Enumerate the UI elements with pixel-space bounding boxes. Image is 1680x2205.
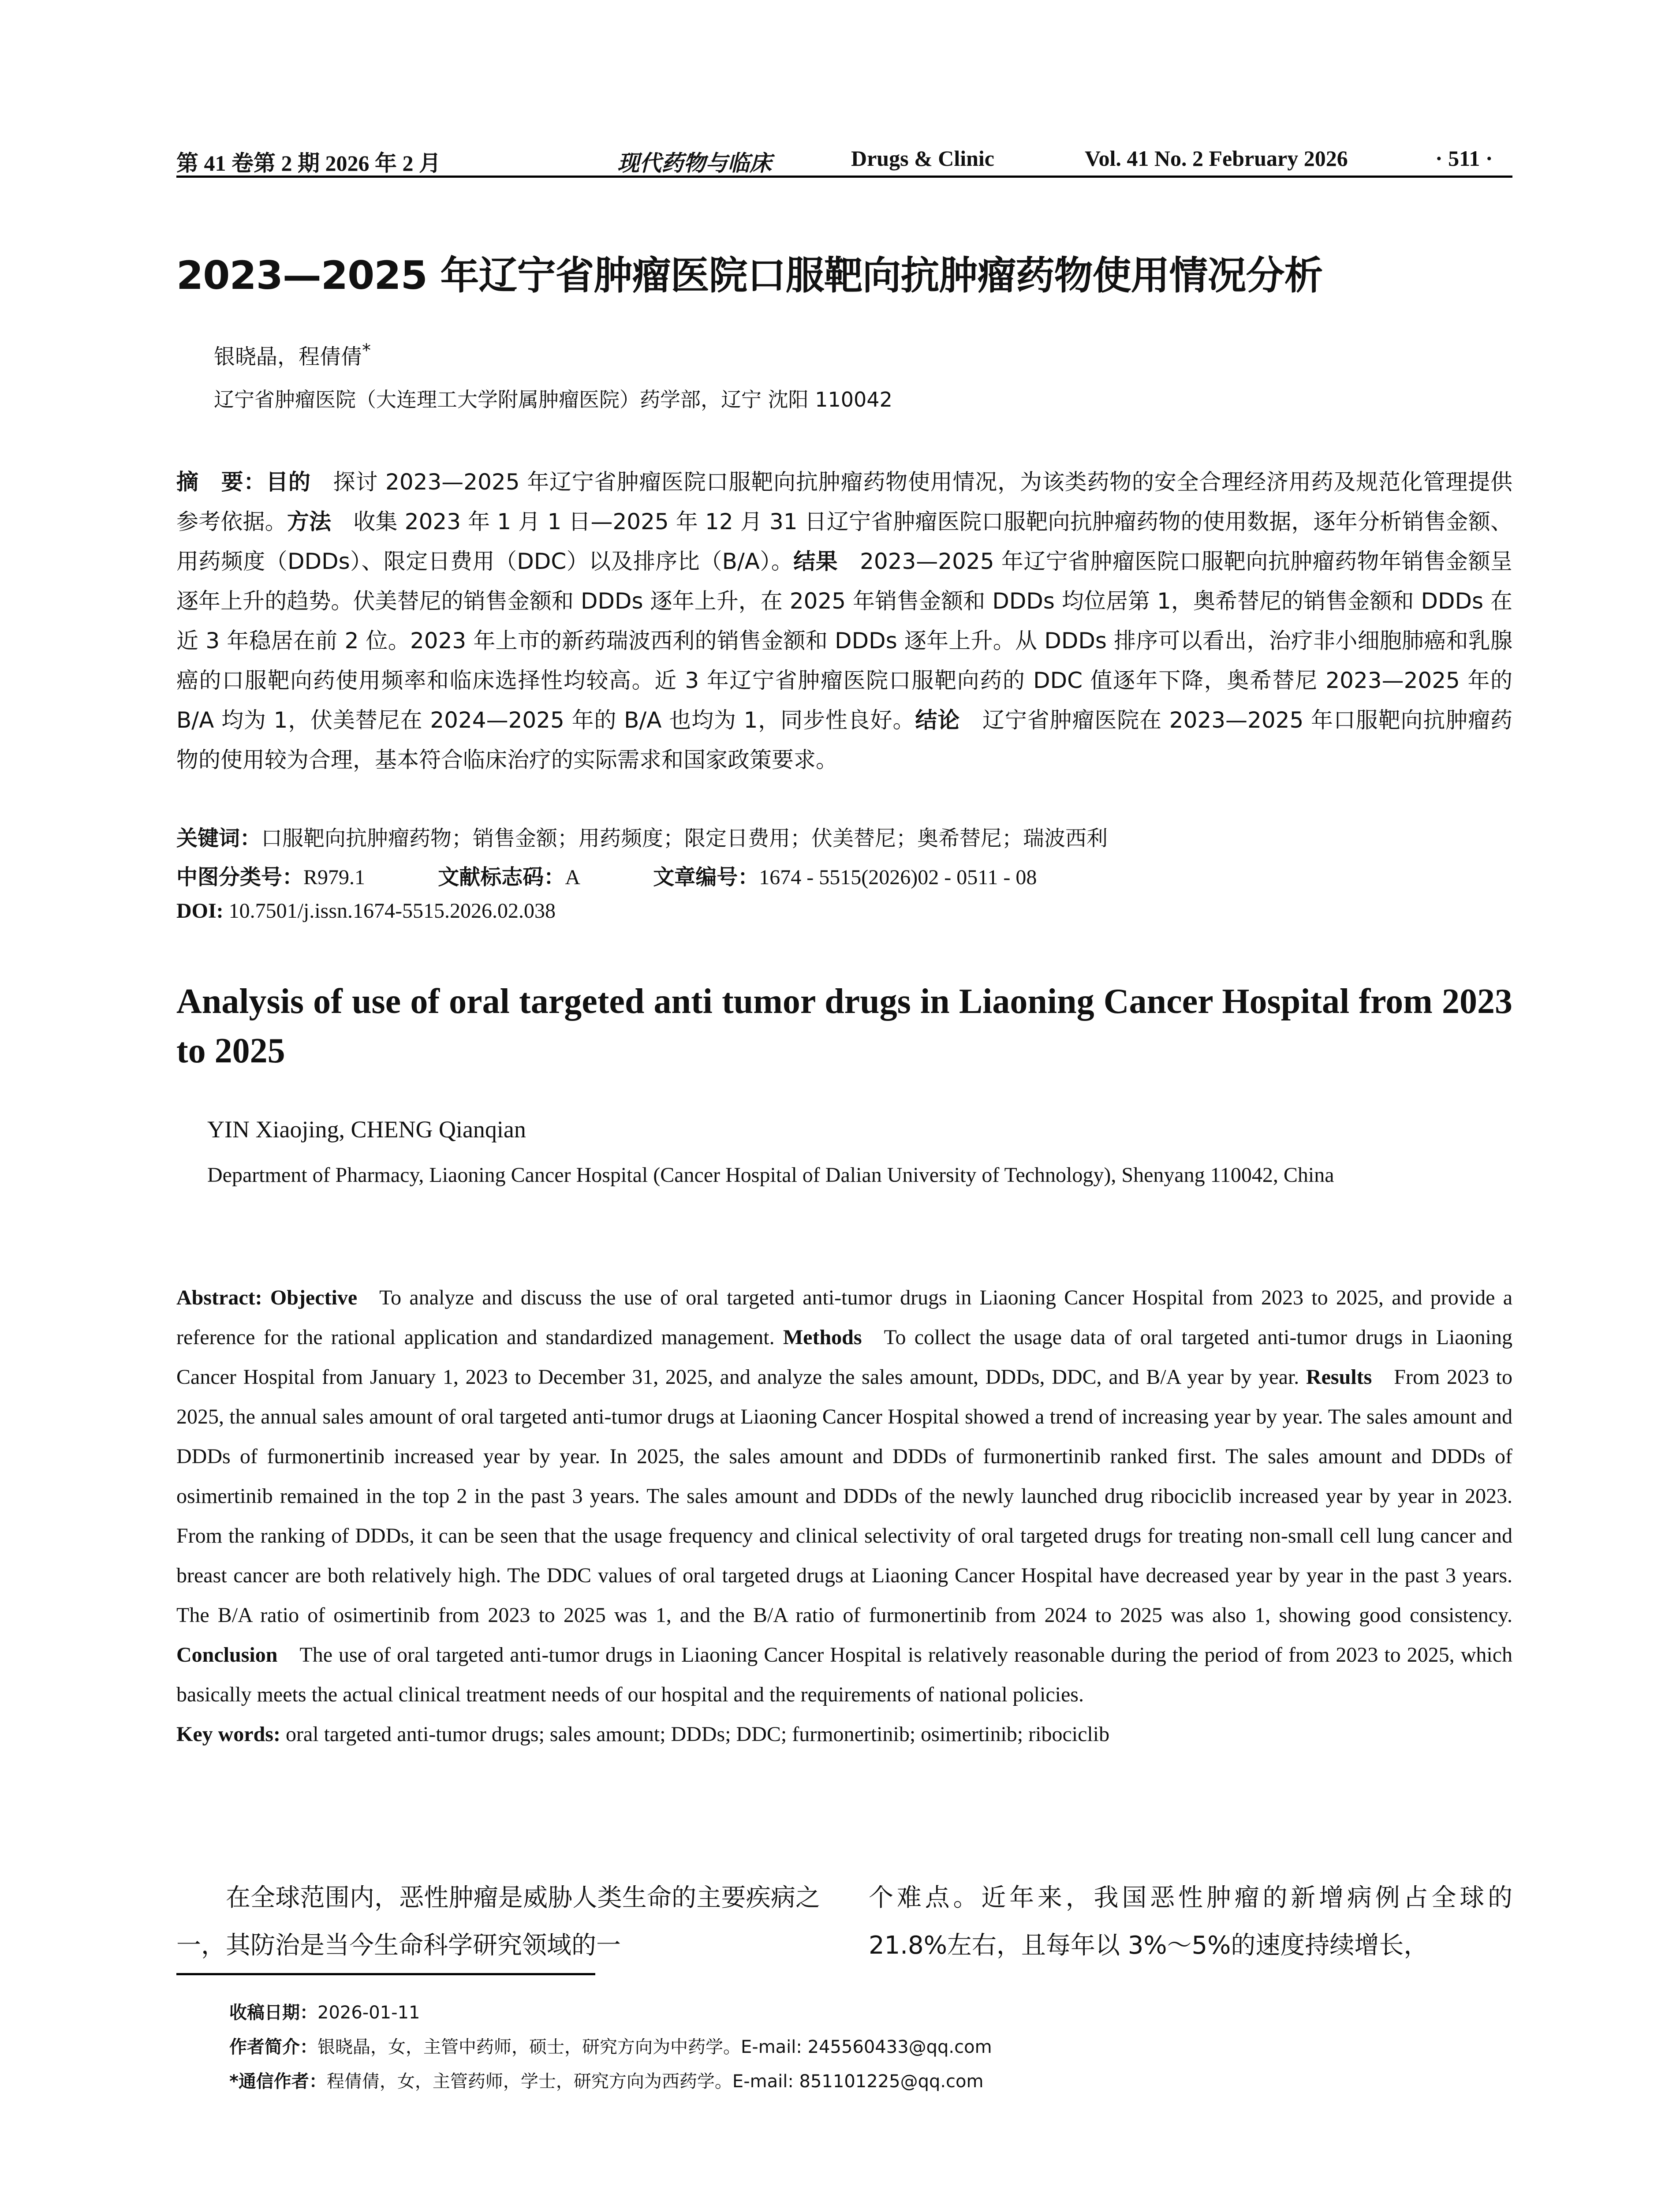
- methods-label-cn: 方法: [287, 509, 332, 534]
- footnote-author: [229, 2030, 992, 2064]
- objective-text-cn: 探讨 2023—2025 年辽宁省肿瘤医院口服靶向抗肿瘤药物使用情况，为该类药物的安全合理经济用药及规范化管理提供参考依据。: [176, 469, 1513, 534]
- keywords-cn: [176, 821, 1512, 860]
- article-metadata-cn: [176, 821, 1512, 938]
- affiliation-cn: 辽宁省肿瘤医院（大连理工大学附属肿瘤医院）药学部，辽宁 沈阳 110042: [214, 388, 892, 411]
- clc-value: R979.1: [303, 866, 366, 889]
- doc-code-label: 文献标志码：: [438, 865, 565, 889]
- footnote-rule: [176, 1973, 595, 1975]
- doi-row: [176, 899, 1512, 938]
- author-bio-label: 作者简介：: [229, 2037, 317, 2057]
- corresponding-mark: *: [362, 340, 371, 361]
- abstract-en: [176, 1278, 1512, 1754]
- results-text-cn: 2023—2025 年辽宁省肿瘤医院口服靶向抗肿瘤药物年销售金额呈逐年上升的趋势。伏美替尼的销售金额和 DDDs 逐年上升，在 2025 年销售金额和 DDDs 均位居第 1，奥希替尼的销售金额和 DDDs 在近 3 年稳居在前 2 位。2023 年上市的新药瑞波西利的销售金额和 DDDs 逐年上升。从 DDDs 排序可以看出，治疗非小细胞肺癌和乳腺癌的口服靶向药使用频率和临床选择性均较高。近 3 年辽宁省肿瘤医院口服靶向药的 DDC 值逐年下降，奥希替尼 2023—2025 年的 B/A 均为 1，伏美替尼在 2024—2025 年的 B/A 也均为 1，同步性良好。: [176, 549, 1513, 733]
- article-no-label: 文章编号：: [653, 865, 759, 889]
- keywords-text-en: oral targeted anti-tumor drugs; sales amount; DDDs; DDC; furmonertinib; osimertinib; ribociclib: [285, 1723, 1110, 1746]
- author-bio: 银晓晶，女，主管中药师，硕士，研究方向为中药学。E-mail: 245560433@qq.com: [317, 2037, 992, 2057]
- article-title-en: Analysis of use of oral targeted anti tumor drugs in Liaoning Cancer Hospital from 2023 to 2025: [176, 982, 1512, 1070]
- article-title-cn: 2023—2025 年辽宁省肿瘤医院口服靶向抗肿瘤药物使用情况分析: [176, 253, 1323, 298]
- classification-row: [176, 860, 1512, 899]
- objective-text-en: To analyze and discuss the use of oral targeted anti-tumor drugs in Liaoning Cancer Hospital from 2023 to 2025, and provide a reference for the rational application and standardized management.: [176, 1286, 1513, 1349]
- abstract-en-label: Abstract:: [176, 1286, 262, 1309]
- abstract-en-body: [176, 1278, 1512, 1715]
- keywords-text-cn: 口服靶向抗肿瘤药物；销售金额；用药频度；限定日费用；伏美替尼；奥希替尼；瑞波西利: [261, 826, 1108, 851]
- affiliation-en: Department of Pharmacy, Liaoning Cancer Hospital (Cancer Hospital of Dalian University of Technology), Shenyang 110042, China: [207, 1163, 1334, 1187]
- authors-cn-names: 银晓晶，程倩倩: [214, 344, 362, 369]
- header-journal-en: Drugs & Clinic: [851, 146, 994, 171]
- authors-en: YIN Xiaojing, CHENG Qianqian: [207, 1116, 526, 1143]
- doi-label: DOI:: [176, 899, 224, 923]
- methods-label-en: Methods: [783, 1326, 862, 1349]
- footnotes: [229, 1996, 992, 2099]
- conclusion-label-cn: 结论: [915, 707, 960, 733]
- corresponding-label: *通信作者：: [229, 2071, 327, 2092]
- body-column-left: 在全球范围内，恶性肿瘤是威胁人类生命的主要疾病之一，其防治是当今生命科学研究领域的一: [176, 1884, 820, 1960]
- doc-code-value: A: [565, 866, 580, 889]
- corresponding-bio: 程倩倩，女，主管药师，学士，研究方向为西药学。E-mail: 851101225@qq.com: [326, 2071, 984, 2092]
- header-rule: [176, 176, 1512, 178]
- header-page-number: · 511 ·: [1435, 146, 1493, 171]
- keywords-label-cn: 关键词：: [176, 826, 261, 851]
- running-header: [176, 142, 1512, 177]
- results-label-cn: 结果: [793, 549, 838, 574]
- abstract-cn-label: 摘 要：: [176, 469, 266, 495]
- header-issue-cn: 第 41 卷第 2 期 2026 年 2 月: [176, 151, 441, 176]
- abstract-cn: [176, 462, 1512, 780]
- header-issue-en: Vol. 41 No. 2 February 2026: [1085, 146, 1348, 171]
- body-column-right: 个难点。近年来，我国恶性肿瘤的新增病例占全球的 21.8%左右，且每年以 3%～5%的速度持续增长，: [869, 1884, 1512, 1960]
- footnote-corresponding: [229, 2064, 992, 2099]
- doi-value[interactable]: 10.7501/j.issn.1674-5515.2026.02.038: [228, 899, 556, 923]
- article-no-value: 1674 - 5515(2026)02 - 0511 - 08: [759, 866, 1037, 889]
- authors-cn: [214, 340, 371, 370]
- conclusion-text-en: The use of oral targeted anti-tumor drugs in Liaoning Cancer Hospital is relatively reasonable during the period of from 2023 to 2025, which basically meets the actual clinical treatment needs of our hospital and the requirements of national policies.: [176, 1643, 1512, 1706]
- conclusion-text-cn: 辽宁省肿瘤医院在 2023—2025 年口服靶向抗肿瘤药物的使用较为合理，基本符合临床治疗的实际需求和国家政策要求。: [176, 707, 1513, 773]
- conclusion-label-en: Conclusion: [176, 1643, 278, 1667]
- keywords-label-en: Key words:: [176, 1723, 280, 1746]
- objective-label-cn: 目的: [266, 469, 311, 495]
- clc-label: 中图分类号：: [176, 865, 304, 889]
- received-date: 2026-01-11: [317, 2003, 420, 2023]
- results-label-en: Results: [1306, 1365, 1372, 1389]
- objective-label-en: Objective: [270, 1286, 358, 1309]
- results-text-en: From 2023 to 2025, the annual sales amount of oral targeted anti-tumor drugs at Liaoning Cancer Hospital showed a trend of increasing year by year. The sales amount and DDDs of furmonertinib increased year by year. In 2025, the sales amount and DDDs of furmonertinib ranked first. The sales amount and DDDs of osimertinib remained in the top 2 in the past 3 years. The sales amount and DDDs of the newly launched drug ribociclib increased year by year in 2023. From the ranking of DDDs, it can be seen that the usage frequency and clinical selectivity of oral targeted drugs for treating non-small cell lung cancer and breast cancer are both relatively high. The DDC values of oral targeted drugs at Liaoning Cancer Hospital have decreased year by year in the past 3 years. The B/A ratio of osimertinib from 2023 to 2025 was 1, and the B/A ratio of furmonertinib from 2024 to 2025 was also 1, showing good consistency.: [176, 1365, 1512, 1627]
- methods-text-en: To collect the usage data of oral targeted anti-tumor drugs in Liaoning Cancer Hospital from January 1, 2023 to December 31, 2025, and analyze the sales amount, DDDs, DDC, and B/A year by year.: [176, 1326, 1513, 1389]
- methods-text-cn: 收集 2023 年 1 月 1 日—2025 年 12 月 31 日辽宁省肿瘤医院口服靶向抗肿瘤药物的使用数据，逐年分析销售金额、用药频度（DDDs）、限定日费用（DDC）以及排序比（B/A）。: [176, 509, 1512, 574]
- footnote-received: [229, 1996, 992, 2030]
- keywords-en: [176, 1715, 1512, 1754]
- received-label: 收稿日期：: [229, 2003, 317, 2023]
- header-journal-cn: 现代药物与临床: [617, 150, 772, 176]
